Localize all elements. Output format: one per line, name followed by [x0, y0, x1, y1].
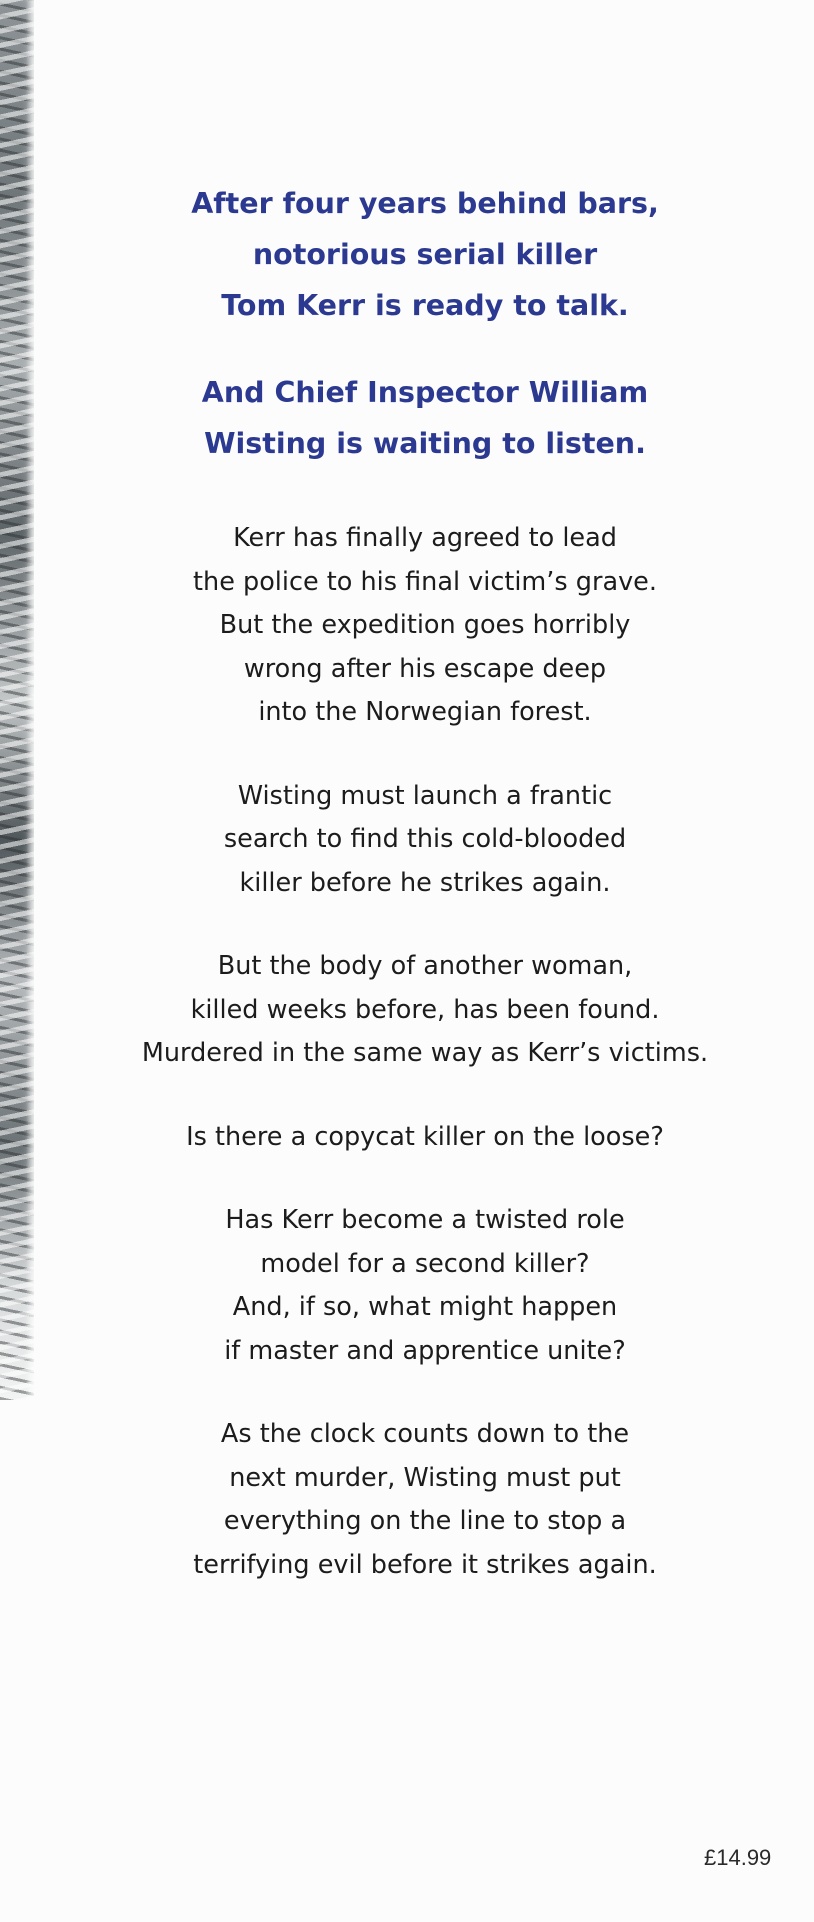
price-label: £14.99: [704, 1845, 772, 1870]
paragraph-line: search to find this cold-blooded: [223, 824, 627, 854]
headline-tagline-1: [120, 178, 730, 331]
paragraph-line: wrong after his escape deep: [243, 653, 607, 684]
snowy-forest-image-edge: [0, 0, 34, 1400]
paragraph-line: Murdered in the same way as Kerr’s victims.: [141, 1038, 709, 1068]
paragraph-kerr-agrees: [120, 517, 730, 735]
paragraph-line: As the clock counts down to the: [220, 1419, 630, 1449]
headline-tagline-2: [120, 367, 730, 469]
paragraph-line: model for a second killer?: [260, 1248, 590, 1279]
paragraph-clock-counts-down: [120, 1413, 730, 1587]
blurb: [120, 178, 730, 1587]
paragraph-line: And, if so, what might happen: [232, 1292, 618, 1322]
paragraph-line: terrifying evil before it strikes again.: [193, 1549, 657, 1580]
paragraph-line: if master and apprentice unite?: [224, 1335, 626, 1366]
headline-line: And Chief Inspector William: [201, 376, 649, 409]
headline-line: notorious serial killer: [252, 238, 598, 271]
paragraph-another-body: [120, 945, 730, 1076]
headline-line: Tom Kerr is ready to talk.: [221, 289, 629, 322]
paragraph-line: Wisting must launch a frantic: [237, 780, 613, 811]
paragraph-line: the police to his final victim’s grave.: [193, 566, 657, 597]
paragraph-line: killer before he strikes again.: [239, 867, 611, 898]
paragraph-line: Has Kerr become a twisted role: [225, 1205, 625, 1235]
paragraph-line: Is there a copycat killer on the loose?: [186, 1121, 664, 1152]
paragraph-line: next murder, Wisting must put: [229, 1462, 621, 1493]
headline-line: Wisting is waiting to listen.: [204, 427, 646, 460]
paragraph-role-model: [120, 1199, 730, 1373]
paragraph-line: But the body of another woman,: [217, 951, 633, 981]
paragraph-line: killed weeks before, has been found.: [190, 994, 660, 1025]
paragraph-line: Kerr has finally agreed to lead: [233, 523, 617, 553]
paragraph-line: But the expedition goes horribly: [219, 610, 631, 640]
paragraph-copycat-question: [120, 1116, 730, 1160]
paragraph-frantic-search: [120, 775, 730, 906]
paragraph-line: into the Norwegian forest.: [258, 697, 592, 727]
paragraph-line: everything on the line to stop a: [223, 1506, 627, 1536]
headline-line: After four years behind bars,: [191, 187, 659, 220]
